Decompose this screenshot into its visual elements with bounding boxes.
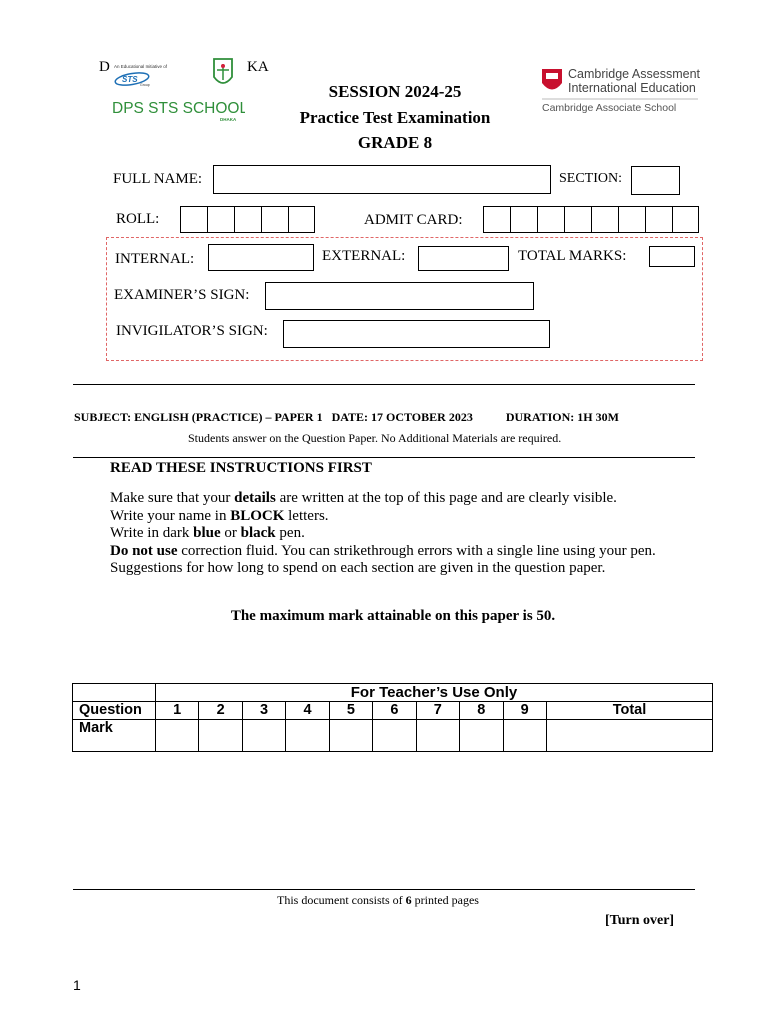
school-prefix-text: D bbox=[99, 59, 110, 75]
admit-card-box[interactable] bbox=[483, 206, 510, 233]
question-number: 4 bbox=[286, 702, 329, 720]
section-label: SECTION: bbox=[559, 171, 622, 186]
subject-text: SUBJECT: ENGLISH (PRACTICE) – PAPER 1 bbox=[74, 410, 323, 424]
roll-box[interactable] bbox=[261, 206, 288, 233]
initiative-text: An Educational Initiative of bbox=[114, 64, 168, 69]
grade-title: GRADE 8 bbox=[357, 133, 433, 152]
instructions-list bbox=[110, 490, 656, 578]
cambridge-line3: Cambridge Associate School bbox=[542, 102, 677, 114]
question-number: 9 bbox=[503, 702, 546, 720]
admit-card-box[interactable] bbox=[510, 206, 537, 233]
question-number: 5 bbox=[329, 702, 372, 720]
full-name-field[interactable] bbox=[213, 165, 551, 194]
mark-cell[interactable] bbox=[329, 720, 372, 752]
roll-box[interactable] bbox=[207, 206, 234, 233]
mark-row-label: Mark bbox=[73, 720, 156, 752]
roll-box[interactable] bbox=[288, 206, 315, 233]
admit-card-box[interactable] bbox=[537, 206, 564, 233]
mark-cell[interactable] bbox=[286, 720, 329, 752]
admit-card-box[interactable] bbox=[672, 206, 699, 233]
invigilator-sign-field[interactable] bbox=[283, 320, 550, 348]
question-row bbox=[73, 702, 713, 720]
instruction-line: Write in dark blue or black pen. bbox=[110, 525, 305, 541]
teacher-table-title: For Teacher’s Use Only bbox=[156, 684, 713, 702]
materials-note: Students answer on the Question Paper. No Additional Materials are required. bbox=[188, 431, 562, 445]
admit-card-box[interactable] bbox=[591, 206, 618, 233]
date-text: DATE: 17 OCTOBER 2023 bbox=[331, 410, 473, 424]
exam-name: Practice Test Examination bbox=[299, 108, 491, 127]
mark-cell[interactable] bbox=[503, 720, 546, 752]
cambridge-line1: Cambridge Assessment bbox=[568, 67, 701, 81]
sts-group-text: Group bbox=[140, 83, 150, 87]
max-mark-statement: The maximum mark attainable on this paper is 50. bbox=[230, 608, 556, 624]
total-marks-label: TOTAL MARKS: bbox=[518, 248, 627, 264]
internal-field[interactable] bbox=[208, 244, 314, 271]
instruction-line: Make sure that your details are written at the top of this page and are clearly visible. bbox=[110, 490, 617, 506]
session-title: SESSION 2024-25 bbox=[328, 82, 462, 101]
mark-cell[interactable] bbox=[242, 720, 285, 752]
admit-card-box[interactable] bbox=[618, 206, 645, 233]
external-field[interactable] bbox=[418, 246, 509, 271]
admit-card-label: ADMIT CARD: bbox=[364, 212, 463, 228]
question-number: 8 bbox=[460, 702, 503, 720]
mark-cell[interactable] bbox=[199, 720, 242, 752]
sts-text: STS bbox=[122, 75, 138, 84]
mark-cell[interactable] bbox=[156, 720, 199, 752]
instructions-heading: READ THESE INSTRUCTIONS FIRST bbox=[110, 460, 372, 476]
roll-box[interactable] bbox=[180, 206, 207, 233]
turn-over-note: [Turn over] bbox=[605, 913, 675, 928]
admit-card-box[interactable] bbox=[564, 206, 591, 233]
dps-logo-subtext: DHAKA bbox=[220, 117, 237, 122]
footer-divider bbox=[73, 889, 695, 890]
question-number: 1 bbox=[156, 702, 199, 720]
external-label: EXTERNAL: bbox=[322, 248, 406, 264]
roll-box[interactable] bbox=[234, 206, 261, 233]
question-number: 7 bbox=[416, 702, 459, 720]
roll-label: ROLL: bbox=[116, 211, 160, 227]
cambridge-line2: International Education bbox=[568, 81, 696, 95]
mark-cell[interactable] bbox=[373, 720, 416, 752]
admit-card-box[interactable] bbox=[645, 206, 672, 233]
instruction-line: Do not use correction fluid. You can strikethrough errors with a single line using your pen. bbox=[110, 542, 656, 559]
top-divider bbox=[73, 384, 695, 385]
duration-text: DURATION: 1H 30M bbox=[505, 410, 619, 424]
mark-row bbox=[73, 720, 713, 752]
table-corner-cell bbox=[73, 684, 156, 702]
question-row-label: Question bbox=[73, 702, 156, 720]
page-count-note: This document consists of 6 printed pages bbox=[277, 893, 479, 907]
question-number: 3 bbox=[242, 702, 285, 720]
internal-label: INTERNAL: bbox=[115, 251, 195, 267]
total-header: Total bbox=[546, 702, 712, 720]
examiner-sign-field[interactable] bbox=[265, 282, 534, 310]
subject-divider bbox=[73, 457, 695, 458]
total-marks-field[interactable] bbox=[649, 246, 695, 267]
mark-cell[interactable] bbox=[460, 720, 503, 752]
page-number: 1 bbox=[73, 977, 81, 993]
mark-cell[interactable] bbox=[416, 720, 459, 752]
question-number: 6 bbox=[373, 702, 416, 720]
examiner-sign-label: EXAMINER’S SIGN: bbox=[114, 287, 250, 303]
full-name-label: FULL NAME: bbox=[113, 171, 203, 187]
question-number: 2 bbox=[199, 702, 242, 720]
roll-boxes[interactable] bbox=[180, 206, 315, 233]
teacher-use-table bbox=[72, 683, 713, 752]
instruction-line: Write your name in BLOCK letters. bbox=[110, 507, 329, 524]
total-mark-cell[interactable] bbox=[546, 720, 712, 752]
instruction-line: Suggestions for how long to spend on each section are given in the question paper. bbox=[110, 560, 606, 576]
subject-line bbox=[74, 410, 619, 425]
school-suffix-text: KA bbox=[247, 59, 269, 75]
admit-card-boxes[interactable] bbox=[483, 206, 699, 233]
invigilator-sign-label: INVIGILATOR’S SIGN: bbox=[116, 323, 268, 339]
section-field[interactable] bbox=[631, 166, 680, 195]
dps-logo-text: DPS STS SCHOOL bbox=[112, 100, 245, 117]
